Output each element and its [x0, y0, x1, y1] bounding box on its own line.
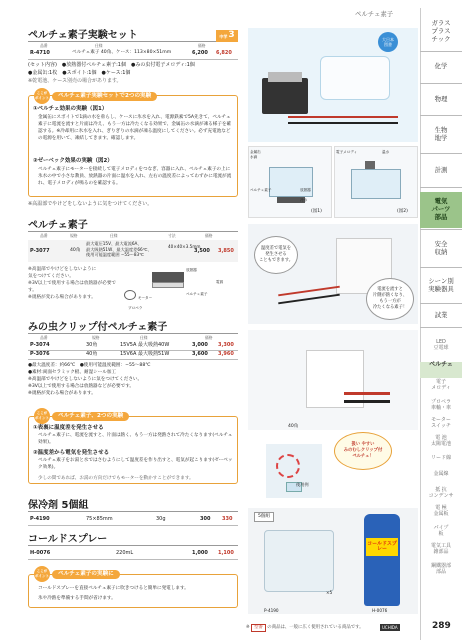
footer-icon: 型番: [251, 624, 266, 632]
clip-note-3: ※3V以上で使用する場合は放熱器などが必要です。: [28, 384, 135, 390]
kit-photo: 大日本 図書: [248, 28, 418, 142]
coolant-code: P-4190: [30, 516, 50, 522]
clip-photo-label: 使用例: [296, 482, 309, 487]
peltier-size: 40角: [70, 248, 81, 253]
coolant-header: [28, 500, 238, 512]
clip-title: みの虫クリップ付ペルチェ素子: [28, 322, 168, 333]
spray-code: H-0076: [30, 550, 51, 556]
fig1-label: (図1): [311, 209, 322, 214]
kit-col-spec: 仕様: [95, 43, 103, 48]
final-point-label: ペルチェ素子の実験に: [52, 570, 120, 579]
clip-exp2-title: ②温度差から電気を発生させる: [33, 450, 110, 456]
sidebar-subitem-9[interactable]: 電 極 金属板: [433, 505, 449, 517]
clip-col-code: 品番: [40, 335, 48, 340]
sidebar-subitem-6[interactable]: リード線: [430, 455, 451, 461]
diag-label-motor: モーター: [138, 296, 153, 300]
peltier-bubble-1: 温度差で電気を 発生させる こともできます。: [254, 236, 298, 274]
coolant-price-a: 300: [200, 516, 211, 522]
clip-row-price_a: 3,000: [192, 342, 208, 348]
fig-label-can: 金属缶: [250, 150, 261, 154]
peltier-header: [28, 220, 238, 232]
kit-contents2: ●金属缶:1枚 ●スポイト:1個 ●ケース:1個: [28, 70, 131, 76]
final-point-badge: ここが ポイント: [34, 566, 50, 582]
kit-spec: ペルチェ素子 40角、ケース：113×80×51mm: [72, 50, 172, 55]
peltier-dim: 40×40×3.5mm: [168, 244, 201, 249]
clip-col-spec: 仕様: [140, 335, 148, 340]
clip-row-spec: 15V5A 最大吸熱40W: [120, 342, 170, 348]
spray-price-b: 1,100: [218, 550, 234, 556]
diag-label-propeller: プロペラ: [128, 306, 143, 310]
clip-usage-photo: [266, 444, 322, 498]
peltier-note-3: ※規格が変わる場合があります。: [28, 295, 96, 301]
peltier-diagram: [122, 266, 238, 318]
clip-note-2: ※高温部でやけどをしないように気をつけてください。: [28, 377, 143, 383]
clip-header: [28, 322, 238, 334]
coolant-photo-label: ×5: [326, 590, 333, 595]
clip-col-size: 規格: [92, 335, 100, 340]
grade-badge-num: 3: [228, 30, 235, 41]
sidebar-item-5[interactable]: 電気 パーツ 部品: [420, 192, 462, 228]
clip-row-size: 40角: [86, 351, 98, 357]
kit-col-code: 品番: [40, 43, 48, 48]
sidebar-item-7[interactable]: シーン別 実験器具: [428, 277, 454, 293]
sidebar-item-3[interactable]: 生物 地学: [434, 126, 448, 142]
sidebar-item-2[interactable]: 物理: [434, 95, 448, 104]
peltier-notes: [28, 266, 118, 302]
fig2-label: (図2): [397, 209, 408, 214]
clip-exp1-title: ①表裏に温度差を発生させる: [33, 425, 104, 431]
spray-size: 220mL: [116, 550, 134, 556]
clip-bubble: 扱い やすい みのむしクリップ付 ペルチェ！: [334, 432, 392, 470]
final-point-text1: コールドスプレーを直接ペルチェ素子に吹きつけると簡単に発電します。: [38, 586, 189, 591]
clip-note-4: ※規格が変わる場合があります。: [28, 391, 96, 397]
fig-label-drop: 水滴: [250, 154, 258, 159]
clip-exp-note: 少しの間であれば、お湯の方向だけでもモーターを動かすことができます。: [38, 476, 194, 481]
sidebar-item-4[interactable]: 計測: [434, 166, 448, 175]
coolant-size: 75×85mm: [86, 516, 113, 522]
coolant-spray-photo: [248, 508, 418, 614]
clip-photo: [248, 330, 418, 430]
kit-header: [28, 30, 238, 42]
clip-row-price_b: 3,300: [218, 342, 234, 348]
kit-title: ペルチェ素子実験セット: [28, 30, 138, 41]
diag-label-heatsink: 放熱器: [186, 268, 197, 272]
peltier-row: [28, 240, 238, 262]
sidebar-subitem-1[interactable]: ペルチェ: [420, 362, 462, 378]
clip-size-label: 40角: [288, 424, 299, 429]
footer-note-prefix: ※: [246, 625, 250, 630]
peltier-title: ペルチェ素子: [28, 220, 88, 231]
footer-note: [246, 624, 364, 632]
peltier-col-spec: 仕様: [110, 233, 118, 238]
peltier-note-1: 気をつけてください。: [28, 274, 74, 280]
spray-can-text: コールドスプレー: [366, 538, 398, 556]
sidebar-item-6[interactable]: 安全 収納: [434, 240, 448, 256]
clip-notes: [28, 362, 238, 398]
sidebar-subitem-5[interactable]: 電 池 太陽電池: [430, 435, 451, 447]
peltier-code: P-3077: [30, 248, 50, 254]
clip-row-code: P-3076: [30, 351, 50, 357]
coolant-badge: 5個組: [254, 512, 274, 522]
sidebar-item-8[interactable]: 試業: [434, 311, 448, 320]
footer-logo: UCHIDA: [382, 625, 398, 630]
spray-header: [28, 534, 238, 546]
peltier-note-2: ※3V以上で使用する場合は放熱器が必要です。: [28, 281, 117, 294]
spray-price-a: 1,000: [192, 550, 208, 556]
clip-row-size: 30角: [86, 342, 98, 348]
grade-badge-label: 中学: [219, 33, 228, 39]
fig-label-cold: 冷水: [300, 198, 308, 202]
final-point-text2: 氷や冷熱を準備する手間が省けます。: [38, 596, 116, 601]
peltier-spec2: 最大吸熱51W、最大温度差66℃、: [86, 246, 152, 252]
clip-point-badge: ここが ポイント: [34, 408, 50, 424]
kit-fig2: [334, 146, 418, 218]
clip-row-code: P-3074: [30, 342, 50, 348]
peltier-col-size: 規格: [70, 233, 78, 238]
fig-label-hot: 温水: [382, 150, 390, 154]
kit-col-price: 価格: [198, 43, 206, 48]
peltier-price-b: 3,850: [218, 248, 234, 254]
kit-contents: (セット内容) ●放熱器付ペルチェ素子:1個 ●みの虫付電子メロディ:1個: [28, 62, 195, 68]
clip-exp1-text: ペルチェ素子に、電流を流すと、片面は熱く、もう一方は発熱されて冷たくなります(ペルチェ効果)。: [38, 433, 233, 445]
clip-row-price_b: 3,960: [218, 351, 234, 357]
clip-row-price_a: 3,600: [192, 351, 208, 357]
kit-point-label: ペルチェ素子実験セットで2つの実験: [52, 92, 157, 101]
clip-note-0: ●最大温度差：約66℃ ●使用可能温度範囲：−55〜88℃: [28, 363, 151, 368]
kit-exp2-text: ペルチェ素子にモーターを接続して電子メロディをつなぎ、容器に入れ、ペルチェ素子の上に氷水の中で小さな教員、放熱器の片面に温水を入れ、左右の温度差によってわずかに電流が流れ、電子メロディが鳴るのを確認する。: [38, 167, 232, 186]
clip-exp2-text: ペルチェ素子をお湯と水ではさむようにして温度差を作り出すと、電気が起こります(ゼーベック効果)。: [38, 458, 233, 470]
peltier-price-a: 3,500: [194, 248, 210, 254]
kit-exp1-title: ①ペルチェ効果の実験（図1）: [33, 106, 108, 112]
fig-label-heatsink: 放熱器: [300, 188, 311, 192]
top-tab: ペルチェ素子: [355, 10, 394, 18]
peltier-col-code: 品番: [40, 233, 48, 238]
clip-col-price: 価格: [205, 335, 213, 340]
peltier-spec3: 使用可能温度範囲 −55〜83℃: [86, 252, 144, 258]
kit-fig-warning: ※高温部でやけどをしないように気をつけてください。: [28, 201, 153, 207]
sidebar-subitem-10[interactable]: パイプ 板: [433, 525, 449, 537]
sidebar-subitem-11[interactable]: 電気工具 雑部品: [430, 543, 451, 555]
sidebar-item-1[interactable]: 化学: [434, 62, 448, 71]
peltier-spec1: 最大電圧15V、最大電流6A、: [86, 241, 142, 246]
diag-label-power: 電源: [216, 280, 224, 284]
sidebar-subitem-7[interactable]: 金属線: [433, 471, 449, 477]
diag-label-peltier: ペルチェ素子: [186, 292, 208, 296]
fig-label-peltier: ペルチェ素子: [250, 188, 272, 192]
kit-price-b: 6,820: [216, 50, 232, 56]
kit-exp1-text: 金属缶にスポイトで1滴の水を垂らし、ケースに氷水を入れ、電源鉄素で5A先きて、ペルチェ素子に電流を流すと片面は冷え、もう一方は冷たくなる効果で、金属缶の水滴が凍る様子を確認する。※冷却用に氷水を入れ、ぎりぎりの水滴が凍る温度にしてください。必ず充電池などの電源を用いて、凍結してきます。確認します。: [38, 115, 232, 141]
peltier-bubble-2: 電流を流すと 片側が熱くなり、 もう一方が 冷たくなる素子！: [366, 278, 414, 320]
kit-price-a: 6,200: [192, 50, 208, 56]
sidebar-subitem-12[interactable]: 鋼鐵器部 部品: [430, 563, 451, 575]
sidebar-subitem-8[interactable]: 抵 抗 コンデンサ: [428, 487, 454, 499]
point-badge: ここが ポイント: [34, 88, 50, 104]
coolant-title: 保冷剤 5個組: [28, 500, 89, 511]
kit-note: ※乾電池、ケース別売の場合があります。: [28, 78, 122, 84]
sidebar-subitem-0[interactable]: LED 豆電球: [433, 339, 449, 351]
fig-labels: [250, 150, 261, 159]
sidebar-subitem-2[interactable]: 電子 メロディ: [431, 379, 451, 391]
footer-note-text: の商品は、一般に広く使用されている商品です。: [267, 625, 364, 630]
peltier-col-dim: 寸法: [168, 233, 176, 238]
peltier-col-price: 価格: [205, 233, 213, 238]
clip-row-spec: 15V6A 最大吸熱51W: [120, 351, 170, 357]
peltier-note-0: ※高温部でやけどをしないように: [28, 267, 97, 272]
page-number: 289: [432, 621, 451, 631]
clip-note-1: ●素材:両面セラミック板、耐湿シール加工: [28, 370, 117, 376]
spray-photo-code: H-0076: [372, 608, 388, 613]
spray-title: コールドスプレー: [28, 534, 108, 545]
coolant-photo-code: P-4190: [264, 608, 279, 613]
grade-badge: [216, 30, 238, 42]
sidebar-subitem-3[interactable]: プロペラ 車軸・車: [430, 399, 451, 411]
kit-code: R-4710: [30, 50, 50, 56]
sidebar-item-0[interactable]: ガラス プラス チック: [431, 19, 451, 43]
spray-can: [364, 514, 400, 606]
clip-point-label: ペルチェ素子、2つの実験: [52, 412, 129, 421]
coolant-price-b: 330: [222, 516, 233, 522]
sidebar-subitem-4[interactable]: モーター スイッチ: [431, 417, 451, 429]
fig-label-melody: 電子メロディ: [336, 150, 358, 154]
kit-exp2-title: ②ゼーベック効果の実験（図2）: [33, 158, 113, 164]
coolant-weight: 30g: [156, 516, 166, 522]
